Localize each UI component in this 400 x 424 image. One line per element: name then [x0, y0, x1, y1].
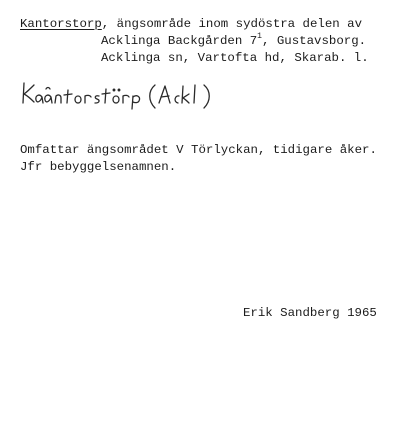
card-second-line	[101, 34, 366, 49]
handwritten-pronunciation	[20, 77, 238, 111]
farm-number-superscript: 1	[257, 32, 262, 41]
headword: Kantorstorp	[20, 17, 102, 31]
description-line: Omfattar ängsområdet V Törlyckan, tidigare åker.	[20, 143, 377, 157]
parish-district-line: Acklinga sn, Vartofta hd, Skarab. l.	[101, 51, 369, 65]
farm-reference-rest: , Gustavsborg.	[261, 34, 367, 48]
farm-reference: Acklinga Backgården 7	[101, 34, 258, 48]
cross-reference-line: Jfr bebyggelsenamnen.	[20, 160, 177, 174]
card-first-line	[20, 17, 362, 32]
location-description: , ängsområde inom sydöstra delen av	[101, 17, 363, 31]
author-signature: Erik Sandberg 1965	[243, 306, 377, 320]
